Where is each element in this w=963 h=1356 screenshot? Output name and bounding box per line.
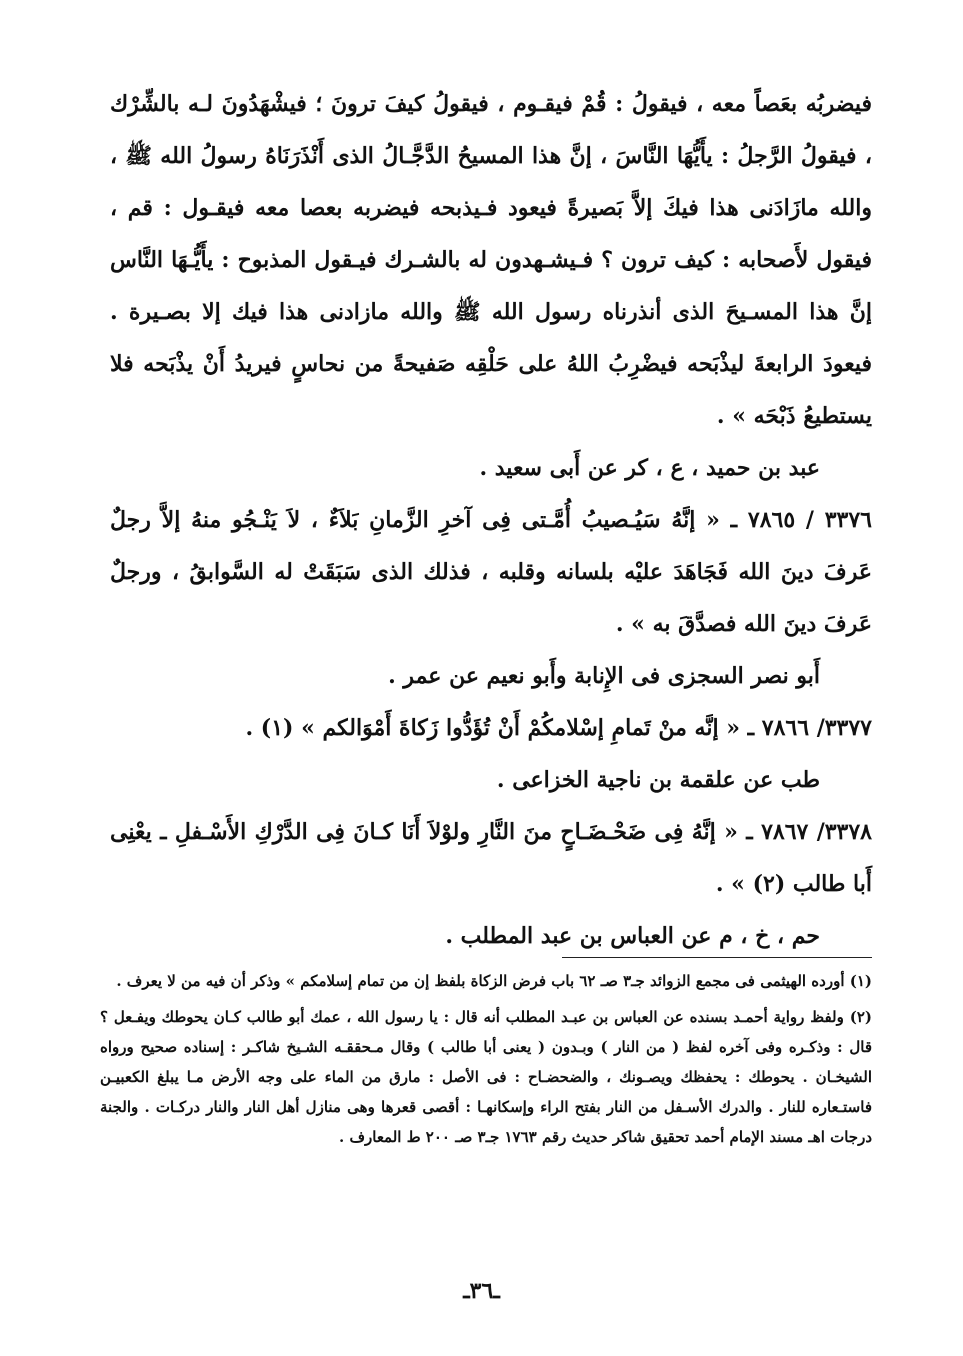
hadith-3377: ٣٣٧٧/ ٧٨٦٦ ـ « إنَّه منْ تَمامِ إسْلامكُمْ أَنْ تُؤَدُّوا زَكاةَ أَمْوَالكم » (١) . <box>245 715 872 741</box>
source-line: طب عن علقمة بن ناجية الخزاعى . <box>496 767 820 793</box>
source-line: أَبو نصر السجزى فى الإِنابة وأَبو نعيم عن عمر . <box>388 663 820 689</box>
main-text <box>110 78 872 962</box>
footnotes <box>100 966 872 1158</box>
footnote-1: (١) أورده الهيثمى فى مجمع الزوائد جـ٣ صـ ٦٢ باب فرض الزكاة بلفظ إن من تمام إسلامكم » وذكر أن فيه من لا يعرف . <box>116 972 872 990</box>
footnote-divider <box>562 957 872 958</box>
paragraph-continuation: فيضربُه بعَصاً معه ، فيقولُ : قُمْ فيقـوم ، فيقولُ كيفَ ترونَ ؛ فيشْهَدُونَ لـه بالشِّرْك ، فيقولُ الرَّجلُ : يأَيُّهَا النَّاسَ ، إنَّ هذا المسيحُ الدَّجَّـالُ الذى أَنْذَرَنَاهُ رسولُ الله ﷺ ، والله مازَادَنى هذا فيكَ إلاَّ بَصيرةً فيعود فـيذبحه فيضربه بعصا معه فيقـول : قم ، فيقول لأَصحابه : كيف ترون ؟ فـيشـهدون له بالشـرك فيـقول المذبوح : يأَيُّـهَا النَّاس إنَّ هذا المسـيحَ الذى أنذرناه رسول الله ﷺ والله مازادنى هذا فيك إلا بصـيرة . فيعودَ الرابعةَ ليذْبَحه فيضْرِبُ اللهُ على حَلْقِه صَفيحةً من نحاسٍ فيريدُ أَنْ يذْبَحه فلا يستطيعُ ذَبْحَه » . <box>110 91 872 429</box>
hadith-3378: ٣٣٧٨/ ٧٨٦٧ ـ « إنَّهُ فِى ضَحْـضَـاحٍ منَ النَّارِ ولوْلاَ أَنَا كـانَ فِى الدَّرْكِ الأَسْـفلِ ـ يعْنِى أَبا طالب (٢) » . <box>110 819 872 897</box>
footnote-2: (٢) ولفظ رواية أحمـد بسنده عن العباس بن عبـد المطلب أنه قال : يا رسول الله ، عمك أبو طالب كـان يحوطك ويفـعل ؟ قال : وذكـره وفى آخره لفظ ( من النار ) وبـدون ( يعنى أبا طالب ) وقال مـحققـه الشـيخ شاكـر : إسناده صحيح ورواه الشيخـان . يحوطك : يحفظك ويصـونك ، والضحضـاح : فى الأصل : مارق من الماء على وجه الأرض مـا يبلغ الكعبيـن فاستـعاره للنار . والدرك الأسـفل من النار بفتح الراء وإسكانهـا : أقصى قعرها وهى منازل أهل النار والنار دركـات . والجنة درجات اهـ مسند الإمام أحمد تحقيق شاكر حديث رقم ١٧٦٣ جـ٣ صـ ٢٠٠ ط المعارف . <box>100 1008 872 1146</box>
source-line: عبد بن حميد ، ع ، كر عن أَبى سعيد . <box>479 455 820 481</box>
page-number: ـ٣٦ـ <box>463 1278 500 1304</box>
hadith-3376: ٣٣٧٦ / ٧٨٦٥ ـ « إنَّهُ سَيُـصيبُ أُمَّـتى فِى آخرِ الزَّمانِ بَلاَءٌ ، لاَ يَنْـجُو منهُ إلاَّ رجلٌ عَرفَ دينَ الله فَجَاهَدَ عليْه بلسانه وقلبه ، فذلك الذى سَبَقَتْ له السَّوابقُ ، ورجلٌ عَرفَ دينَ الله فصدَّقَ به » . <box>110 507 872 637</box>
source-line: حم ، خ ، م عن العباس بن عبد المطلب . <box>445 923 820 949</box>
